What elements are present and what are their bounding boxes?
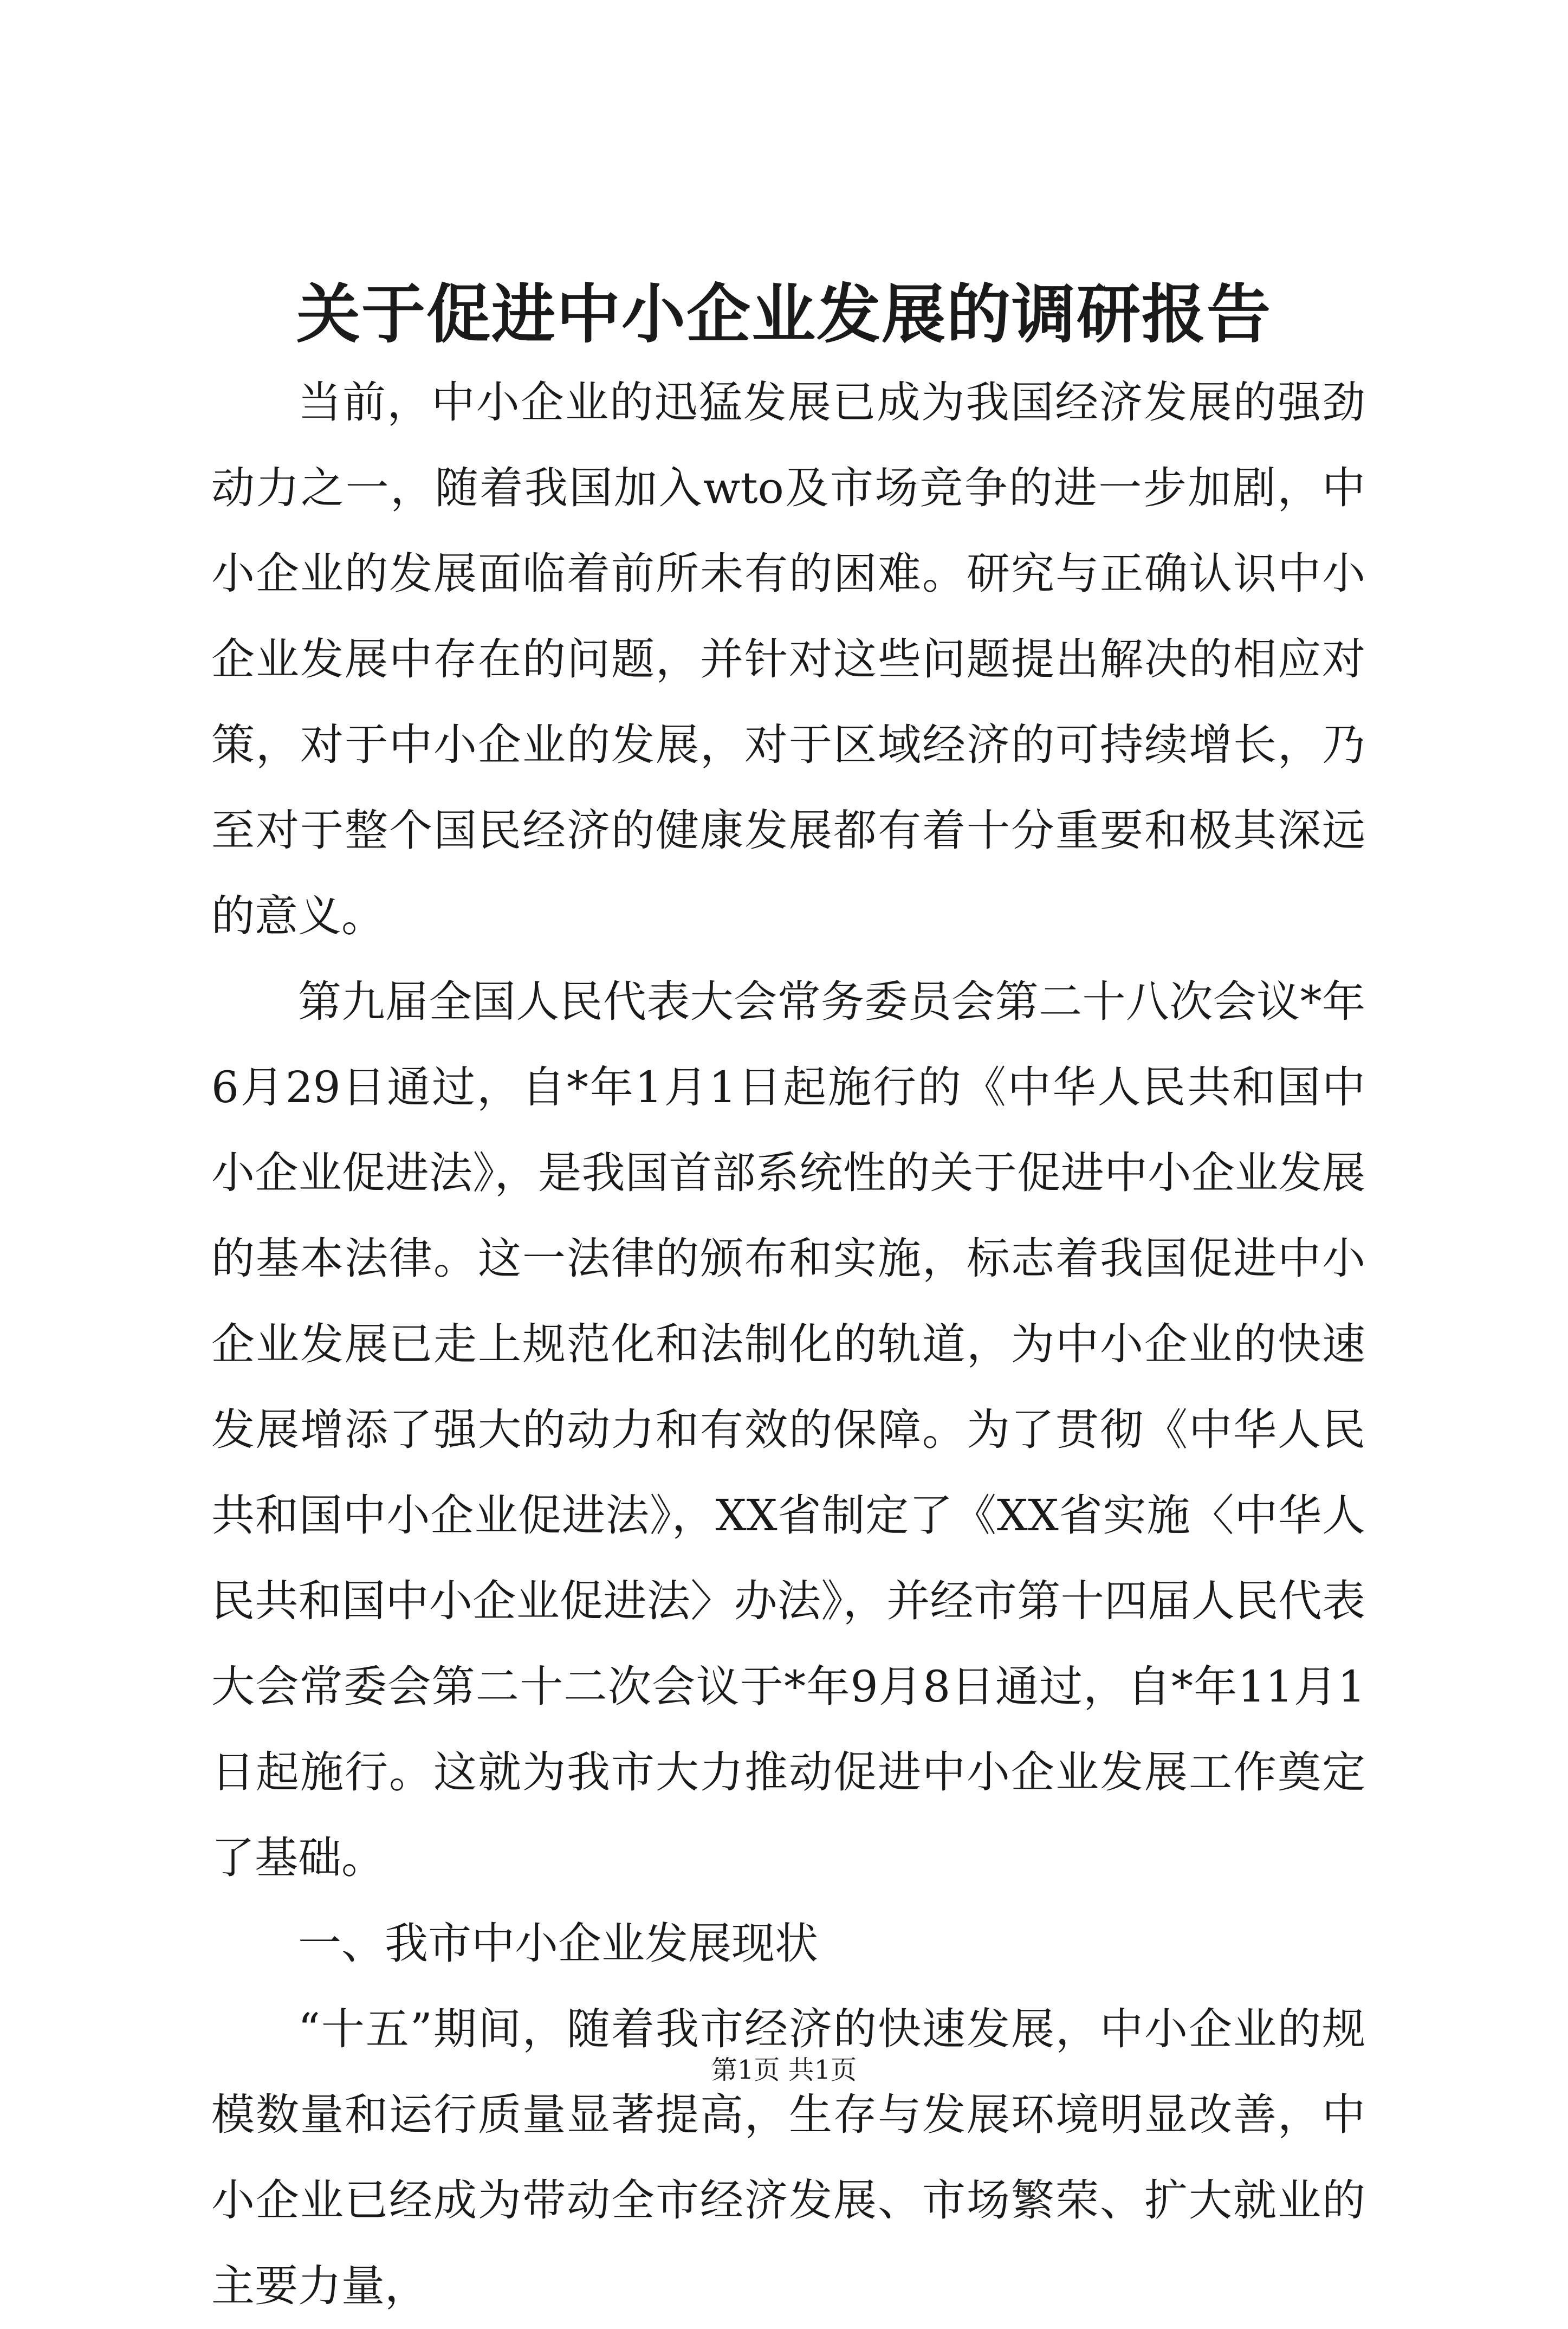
paragraph-intro: 当前，中小企业的迅猛发展已成为我国经济发展的强劲动力之一，随着我国加入wto及市场竞争的进一步加剧，中小企业的发展面临着前所未有的困难。研究与正确认识中小企业发展中存在的问题，并针对这些问题提出解决的相应对策，对于中小企业的发展，对于区域经济的可持续增长，乃至对于整个国民经济的健康发展都有着十分重要和极其深远的意义。 [211,377,1365,941]
document-body [211,360,1365,2329]
section-heading: 一、我市中小企业发展现状 [298,1918,818,1969]
page-footer: 第1页 共1页 [711,2055,857,2085]
paragraph-status: “十五”期间，随着我市经济的快速发展，中小企业的规模数量和运行质量显著提高，生存与发展环境明显改善，中小企业已经成为带动全市经济发展、市场繁荣、扩大就业的主要力量， [211,2004,1365,2311]
document-title: 关于促进中小企业发展的调研报告 [296,276,1272,352]
paragraph-law: 第九届全国人民代表大会常务委员会第二十八次会议*年6月29日通过，自*年1月1日起施行的《中华人民共和国中小企业促进法》，是我国首部系统性的关于促进中小企业发展的基本法律。这一法律的颁布和实施，标志着我国促进中小企业发展已走上规范化和法制化的轨道，为中小企业的快速发展增添了强大的动力和有效的保障。为了贯彻《中华人民共和国中小企业促进法》，XX省制定了《XX省实施〈中华人民共和国中小企业促进法〉办法》，并经市第十四届人民代表大会常委会第二十二次会议于*年9月8日通过，自*年11月1日起施行。这就为我市大力推动促进中小企业发展工作奠定了基础。 [211,976,1365,1883]
